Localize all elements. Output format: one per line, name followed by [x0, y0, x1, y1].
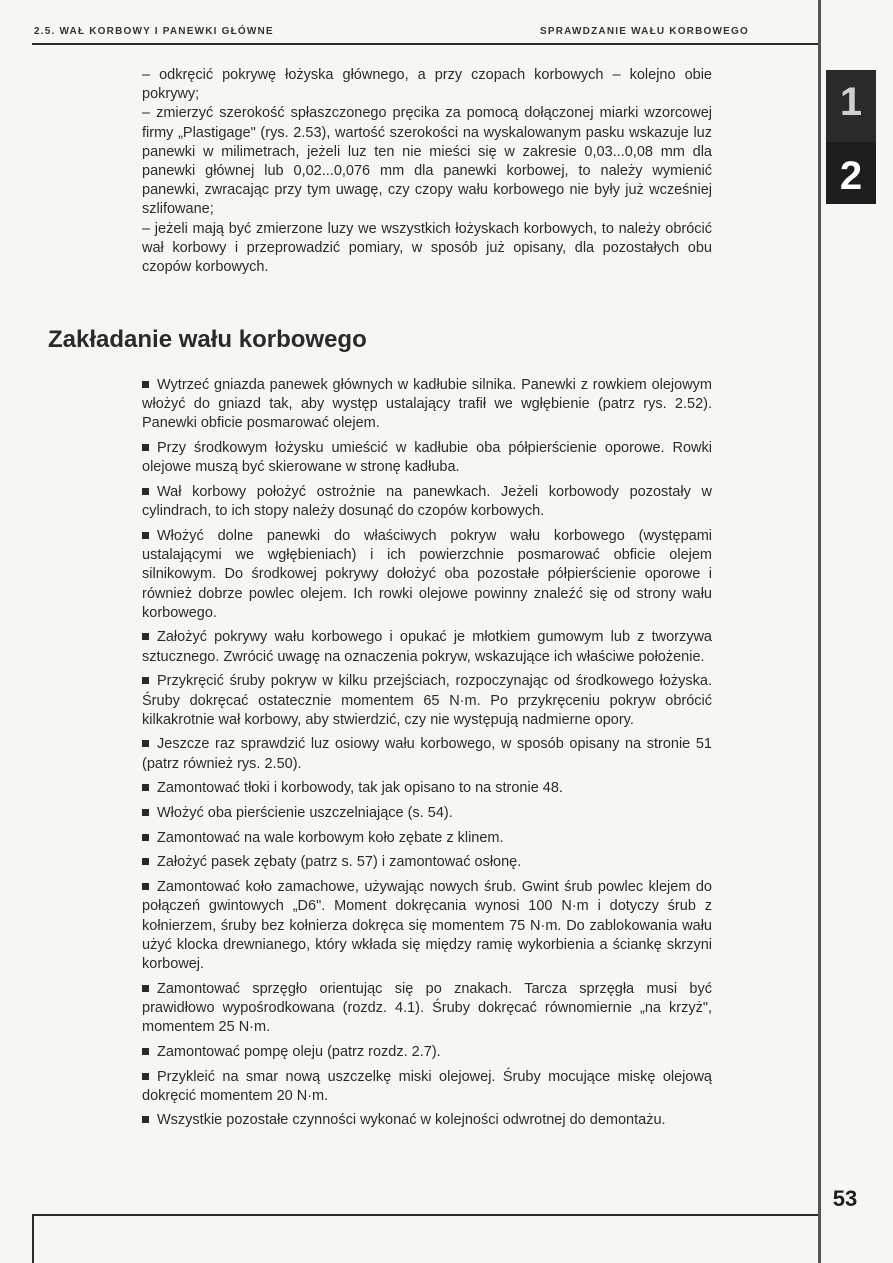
bullet-square-icon [142, 834, 149, 841]
bullet-square-icon [142, 784, 149, 791]
step-text: Założyć pokrywy wału korbowego i opukać je młotkiem gumowym lub z tworzywa sztucznego. Zwrócić uwagę na oznaczenia pokryw, wskazujące ich właściwe położenie. [142, 629, 712, 665]
step-text: Założyć pasek zębaty (patrz s. 57) i zamontować osłonę. [157, 854, 522, 871]
step-text: Wał korbowy położyć ostrożnie na panewkach. Jeżeli korbowody pozostały w cylindrach, to ich stopy należy dosunąć do czopów korbowych. [142, 484, 712, 520]
bullet-square-icon [142, 1048, 149, 1055]
step-text: Włożyć dolne panewki do właściwych pokryw wału korbowego (występami ustalającymi we wgłębieniach) i ich powierzchnie posmarować obficie olejem silnikowym. Do środkowej pokrywy dołożyć oba pozostałe półpierścienie oporowe i również dobrze powlec olejem. Ich rowki olejowe powinny znaleźć się od strony wału korbowego. [142, 527, 712, 621]
intro-paragraph: – odkręcić pokrywę łożyska głównego, a przy czopach korbowych – kolejno obie pokrywy; [142, 67, 712, 103]
step-item [142, 527, 712, 623]
step-text: Zamontować pompę oleju (patrz rozdz. 2.7). [157, 1043, 441, 1060]
bullet-square-icon [142, 883, 149, 890]
step-item [142, 1068, 712, 1106]
bullet-square-icon [142, 633, 149, 640]
header-rule [32, 43, 818, 45]
bullet-square-icon [142, 858, 149, 865]
bullet-square-icon [142, 677, 149, 684]
bullet-square-icon [142, 1116, 149, 1123]
bullet-square-icon [142, 532, 149, 539]
step-text: Jeszcze raz sprawdzić luz osiowy wału korbowego, w sposób opisany na stronie 51 (patrz również rys. 2.50). [142, 736, 712, 772]
step-text: Zamontować tłoki i korbowody, tak jak opisano to na stronie 48. [157, 780, 563, 797]
bullet-square-icon [142, 1073, 149, 1080]
step-item [142, 1043, 712, 1062]
step-text: Zamontować koło zamachowe, używając nowych śrub. Gwint śrub powlec klejem do połączeń gwintowych „D6". Moment dokręcania wynosi 100 N·m i dotyczy śrub z kołnierzem, śruby bez kołnierza dokręca się momentem 75 N·m. Do zablokowania wału użyć klocka drewnianego, który wkłada się między ramię wykorbienia a ściankę skrzyni korbowej. [142, 879, 712, 972]
step-item [142, 853, 712, 872]
step-item [142, 1111, 712, 1130]
intro-paragraph: – zmierzyć szerokość spłaszczonego pręcika za pomocą dołączonej miarki wzorcowej firmy „Plastigage" (rys. 2.53), wartość szerokości na wyskalowanym pasku wskazuje luz panewki w milimetrach, jeżeli luz ten nie mieści się w zakresie 0,03...0,08 mm dla panewki głównej lub 0,02...0,076 mm dla panewki korbowej, to należy wymienić panewki, zwracając przy tym uwagę, czy czopy wału korbowego nie były już wcześniej szlifowane; [142, 105, 712, 218]
page-number: 53 [832, 1186, 858, 1211]
step-text: Przykleić na smar nową uszczelkę miski olejowej. Śruby mocujące miskę olejową dokręcić momentem 20 N·m. [142, 1068, 712, 1104]
bullet-square-icon [142, 381, 149, 388]
chapter-tab-1: 1 [826, 70, 876, 142]
bullet-square-icon [142, 444, 149, 451]
step-item [142, 628, 712, 666]
section-title: Zakładanie wału korbowego [48, 326, 367, 353]
page-edge-divider [818, 0, 821, 1263]
step-item [142, 980, 712, 1038]
step-text: Przykręcić śruby pokryw w kilku przejściach, rozpoczynając od środkowego łożyska. Śruby dokręcać ostatecznie momentem 65 N·m. Po przykręceniu pokryw obrócić kilkakrotnie wał korbowy, aby stwierdzić, czy nie występują nadmierne opory. [142, 673, 712, 728]
step-item [142, 439, 712, 477]
step-text: Przy środkowym łożysku umieścić w kadłubie oba półpierścienie oporowe. Rowki olejowe muszą być skierowane w stronę kadłuba. [142, 440, 712, 476]
step-item [142, 878, 712, 974]
step-text: Wytrzeć gniazda panewek głównych w kadłubie silnika. Panewki z rowkiem olejowym włożyć do gniazd tak, aby występ ustalający trafił we wgłębienie (patrz rys. 2.52). Panewki obficie posmarować olejem. [142, 377, 712, 432]
bullet-square-icon [142, 740, 149, 747]
chapter-tab-2-active: 2 [826, 142, 876, 204]
running-header-chapter: SPRAWDZANIE WAŁU KORBOWEGO [540, 26, 749, 37]
step-text: Wszystkie pozostałe czynności wykonać w kolejności odwrotnej do demontażu. [157, 1112, 666, 1129]
step-text: Włożyć oba pierścienie uszczelniające (s. 54). [157, 805, 453, 822]
step-item [142, 735, 712, 773]
bullet-square-icon [142, 809, 149, 816]
running-header-section: 2.5. WAŁ KORBOWY I PANEWKI GŁÓWNE [34, 26, 274, 37]
bullet-square-icon [142, 488, 149, 495]
footer-corner-line [32, 1216, 34, 1263]
step-text: Zamontować na wale korbowym koło zębate z klinem. [157, 829, 504, 846]
step-item [142, 779, 712, 798]
bullet-square-icon [142, 985, 149, 992]
intro-text-block [142, 66, 712, 277]
step-item [142, 672, 712, 730]
step-item [142, 829, 712, 848]
step-item [142, 483, 712, 521]
footer-rule [32, 1214, 818, 1216]
step-item [142, 804, 712, 823]
steps-list [142, 376, 712, 1136]
intro-paragraph: – jeżeli mają być zmierzone luzy we wszystkich łożyskach korbowych, to należy obrócić wał korbowy i przeprowadzić pomiary, w sposób już opisany, dla pozostałych obu czopów korbowych. [142, 220, 712, 276]
step-item [142, 376, 712, 434]
step-text: Zamontować sprzęgło orientując się po znakach. Tarcza sprzęgła musi być prawidłowo wypośrodkowana (rozdz. 4.1). Śruby dokręcać równomiernie „na krzyż", momentem 25 N·m. [142, 980, 712, 1036]
